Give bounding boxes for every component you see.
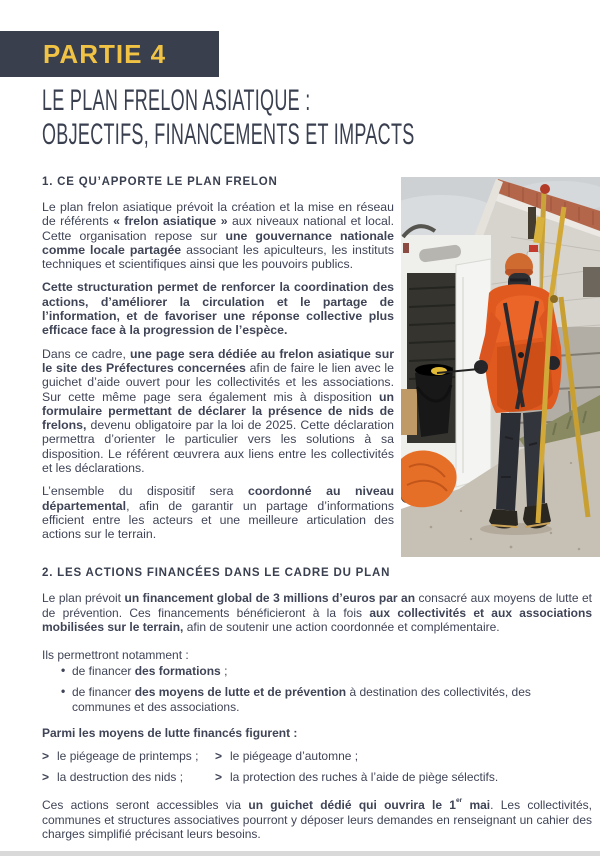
funding-bullet-list	[42, 664, 592, 714]
bullet-item-moyens: • de financer des moyens de lutte et de prévention à destination des collectivités, des communes et des associations.	[42, 685, 592, 714]
section-1-paragraph-3: Dans ce cadre, une page sera dédiée au frelon asiatique sur le site des Préfectures concernées afin de faire le lien avec le guichet d’aide ouvert pour les collectivités et les associations. Sur cette même page sera également mis à disposition un formulaire permettant de déclarer la présence de nids de frelons, devenu obligatoire par la loi de 2025. Cette déclaration permettra d’orienter le particulier vers les solutions à sa disposition. Le référent œuvrera aux liens entre les collectivités et les déclarations.	[42, 346, 394, 476]
open-rear-door	[456, 259, 491, 487]
part-label: PARTIE 4	[43, 39, 167, 69]
side-window	[583, 267, 600, 297]
arrow-item-piegeage-automne	[215, 749, 592, 763]
section-1-paragraph-2: Cette structuration permet de renforcer la coordination des actions, d’améliorer la circulation et le partage de l’information, et de favoriser une réponse collective plus efficace face à la progression de l’espèce.	[42, 280, 394, 338]
section-1-heading: 1. CE QU’APPORTE LE PLAN FRELON	[42, 176, 278, 188]
cardboard-box	[401, 389, 417, 435]
arrow-item-label: le piégeage de printemps ;	[57, 748, 199, 763]
page-title-line1: LE PLAN FRELON ASIATIQUE :	[42, 84, 311, 117]
section-2-heading: 2. LES ACTIONS FINANCÉES DANS LE CADRE DU PLAN	[42, 567, 391, 579]
list-intro: Ils permettront notamment :	[42, 647, 189, 662]
page-title	[42, 84, 600, 152]
section-1-paragraph-1: Le plan frelon asiatique prévoit la création et la mise en réseau de référents « frelon asiatique » aux niveaux national et local. Cette organisation repose sur une gouvernance nationale comme locale partagée associant les apiculteurs, les instituts techniques et scientifiques ainsi que les pouvoirs publics.	[42, 200, 394, 272]
bullet-item-formations: • de financer des formations ;	[42, 664, 592, 678]
arrow-item-piegeage-printemps	[42, 749, 215, 763]
arrow-item-protection-ruches	[215, 770, 592, 784]
black-bucket	[415, 364, 453, 437]
arrow-list	[42, 749, 592, 785]
arrow-item-label: le piégeage d’automne ;	[230, 748, 359, 763]
section-2-intro: Le plan prévoit un financement global de 3 millions d’euros par an consacré aux moyens de lutte et de prévention. Ces financements bénéficieront à la fois aux collectivités et aux associations mobilisées sur le terrain, afin de soutenir une action coordonnée et complémentaire.	[42, 591, 592, 635]
section-2	[42, 566, 592, 854]
section-1-paragraph-4: L’ensemble du dispositif sera coordonné au niveau départemental, afin de garantir un partage d’informations efficient entre les acteurs et une meilleure articulation des actions sur le terrain.	[42, 484, 395, 542]
arrow-marker-icon: >	[215, 748, 223, 763]
arrow-item-label: la protection des ruches à l’aide de piège sélectifs.	[230, 770, 499, 785]
technician-photo	[401, 177, 600, 557]
page-bottom-edge	[0, 851, 600, 856]
finance-heading: Parmi les moyens de lutte financés figurent :	[42, 726, 298, 741]
technician-photo-illustration	[401, 177, 600, 557]
arrow-marker-icon: >	[215, 770, 223, 785]
closing-paragraph: Ces actions seront accessibles via un guichet dédié qui ouvrira le 1er mai. Les collectivités, communes et structures associatives pourront y déposer leurs demandes en renseignant un cahier des charges simplifié précisant leurs besoins.	[42, 796, 593, 842]
arrow-item-label: la destruction des nids ;	[57, 770, 184, 785]
right-glove	[474, 360, 488, 374]
part-banner	[0, 31, 219, 77]
section-1	[42, 176, 394, 551]
arrow-marker-icon: >	[42, 748, 50, 763]
arrow-item-destruction-nids	[42, 770, 215, 784]
page-title-line2: OBJECTIFS, FINANCEMENTS ET IMPACTS	[42, 118, 415, 151]
arrow-marker-icon: >	[42, 770, 50, 785]
